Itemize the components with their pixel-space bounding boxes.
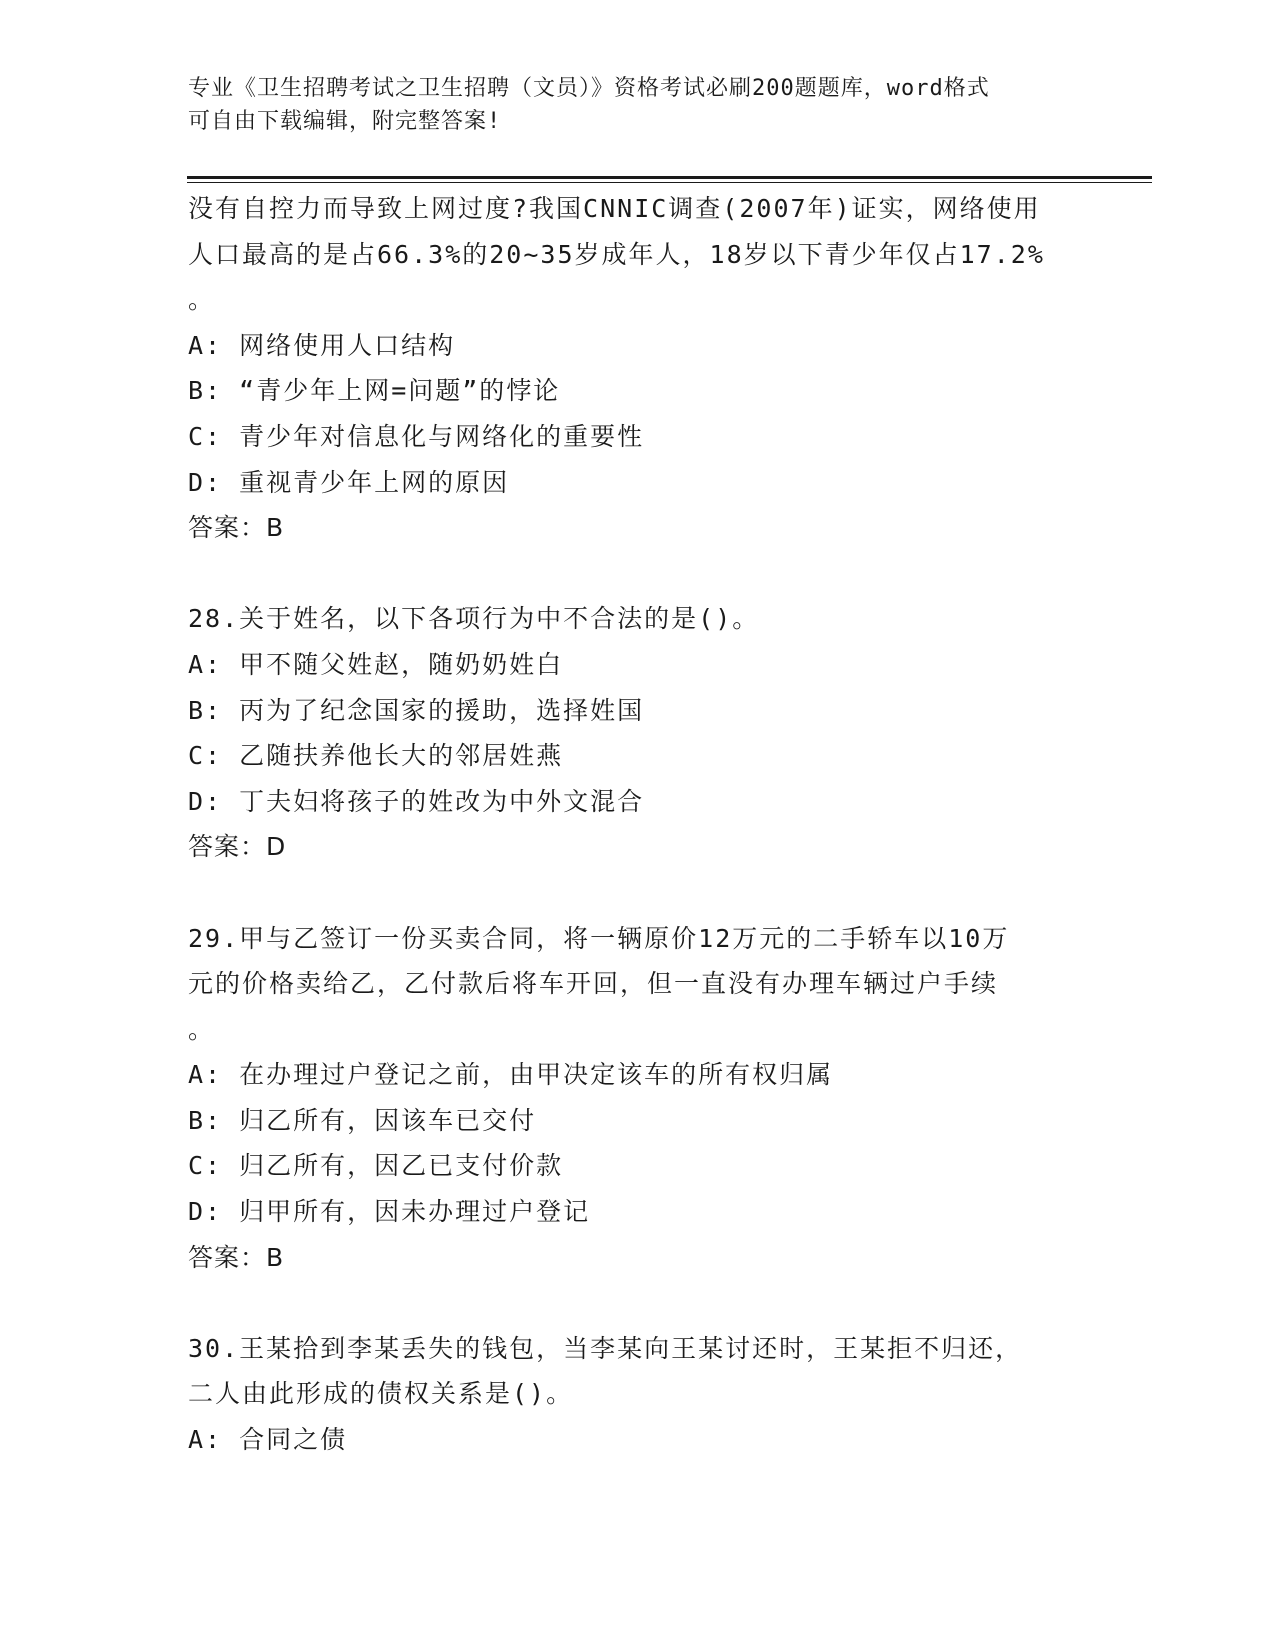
question-stem-line: 。 — [188, 1014, 216, 1044]
question-stem-line: 二人由此形成的债权关系是()。 — [188, 1379, 574, 1409]
option-b: B: 归乙所有，因该车已交付 — [188, 1105, 537, 1135]
question-stem-line: 没有自控力而导致上网过度?我国CNNIC调查(2007年)证实，网络使用 — [188, 194, 1041, 223]
option-a: A: 在办理过户登记之前，由甲决定该车的所有权归属 — [188, 1060, 834, 1090]
answer: 答案：B — [188, 1242, 285, 1272]
option-a: A: 网络使用人口结构 — [188, 330, 456, 360]
option-d: D: 归甲所有，因未办理过户登记 — [188, 1197, 591, 1227]
option-d: D: 重视青少年上网的原因 — [188, 467, 510, 497]
question-list — [188, 186, 1088, 1463]
question-stem-line: 。 — [188, 285, 216, 315]
question-stem-line: 28.关于姓名，以下各项行为中不合法的是()。 — [188, 604, 760, 634]
option-a: A: 合同之债 — [188, 1425, 348, 1455]
question-stem-line: 人口最高的是占66.3%的20~35岁成年人，18岁以下青少年仅占17.2% — [188, 239, 1045, 269]
question-30 — [188, 1326, 1088, 1463]
option-a: A: 甲不随父姓赵，随奶奶姓白 — [188, 649, 564, 679]
answer: 答案：B — [188, 513, 285, 543]
spacer — [188, 1280, 1088, 1326]
header-divider-thin — [187, 182, 1152, 183]
spacer — [188, 870, 1088, 916]
question-27 — [188, 186, 1088, 551]
header-divider-thick — [187, 176, 1152, 179]
question-stem-line: 元的价格卖给乙，乙付款后将车开回，但一直没有办理车辆过户手续 — [188, 969, 999, 999]
question-stem-line: 30.王某拾到李某丢失的钱包，当李某向王某讨还时，王某拒不归还， — [188, 1333, 1023, 1363]
question-28 — [188, 596, 1088, 870]
option-c: C: 青少年对信息化与网络化的重要性 — [188, 421, 645, 451]
question-29 — [188, 916, 1088, 1281]
option-b: B: “青少年上网=问题”的悖论 — [188, 376, 561, 406]
header-line-1: 专业《卫生招聘考试之卫生招聘（文员）》资格考试必刷200题题库，word格式 — [188, 76, 990, 101]
answer: 答案：D — [188, 832, 287, 862]
spacer — [188, 551, 1088, 597]
option-c: C: 归乙所有，因乙已支付价款 — [188, 1151, 564, 1181]
option-c: C: 乙随扶养他长大的邻居姓燕 — [188, 741, 564, 771]
header-line-2: 可自由下载编辑，附完整答案! — [188, 109, 502, 134]
question-stem-line: 29.甲与乙签订一份买卖合同，将一辆原价12万元的二手轿车以10万 — [188, 923, 1010, 953]
document-header — [188, 72, 1088, 138]
option-d: D: 丁夫妇将孩子的姓改为中外文混合 — [188, 786, 645, 816]
option-b: B: 丙为了纪念国家的援助，选择姓国 — [188, 695, 645, 725]
